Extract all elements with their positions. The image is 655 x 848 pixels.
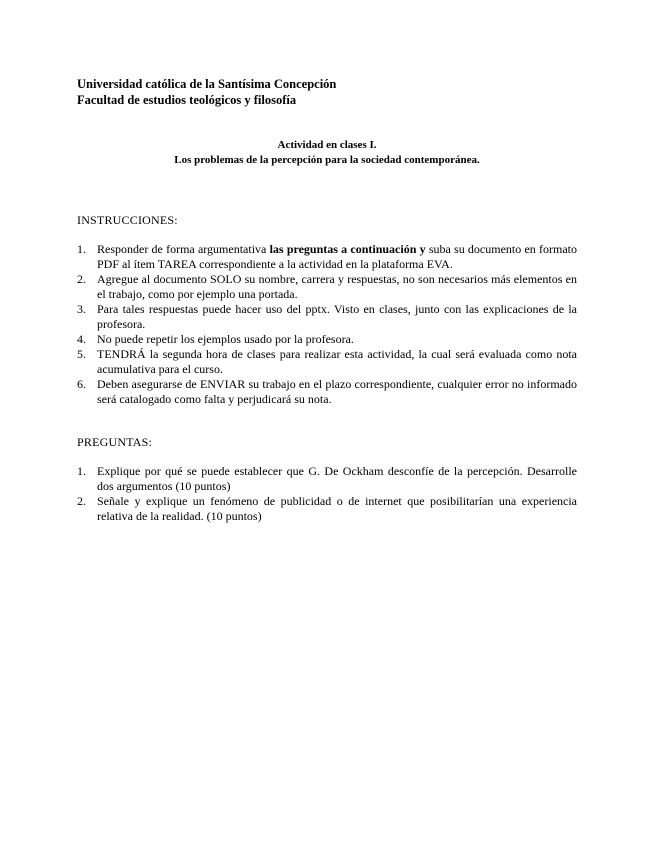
instruction-item-2 [77, 272, 577, 302]
university-name: Universidad católica de la Santísima Concepción [77, 77, 337, 91]
instruction-item-6 [77, 377, 577, 407]
instruction-number: 2. [77, 272, 86, 286]
instruction-text: TENDRÁ la segunda hora de clases para realizar esta actividad, la cual será evaluada como nota acumulativa para el curso. [97, 347, 577, 376]
question-text: Explique por qué se puede establecer que G. De Ockham desconfíe de la percepción. Desarrolle dos argumentos (10 puntos) [97, 464, 577, 493]
instruction-item-3 [77, 302, 577, 332]
question-text: Señale y explique un fenómeno de publicidad o de internet que posibilitarían una experiencia relativa de la realidad. (10 puntos) [97, 494, 577, 523]
instructions-heading: INSTRUCCIONES: [77, 213, 178, 227]
instruction-number: 6. [77, 377, 86, 391]
instruction-bold-text: las preguntas a continuación y [269, 242, 426, 256]
activity-subtitle: Los problemas de la percepción para la sociedad contemporánea. [174, 154, 480, 166]
question-item-2 [77, 494, 577, 524]
question-number: 1. [77, 464, 86, 478]
questions-heading: PREGUNTAS: [77, 435, 153, 449]
faculty-name: Facultad de estudios teológicos y filosofía [77, 93, 297, 107]
instructions-list [77, 242, 577, 407]
question-number: 2. [77, 494, 86, 508]
instruction-text: Agregue al documento SOLO su nombre, carrera y respuestas, no son necesarios más elementos en el trabajo, como por ejemplo una portada. [97, 272, 577, 301]
instruction-text: Deben asegurarse de ENVIAR su trabajo en el plazo correspondiente, cualquier error no informado será catalogado como falta y perjudicará su nota. [97, 377, 577, 406]
activity-title: Actividad en clases I. [277, 139, 377, 151]
instruction-text: No puede repetir los ejemplos usado por la profesora. [97, 332, 354, 346]
document-page [77, 76, 577, 524]
instruction-item-1 [77, 242, 577, 272]
instruction-number: 3. [77, 302, 86, 316]
instruction-text: Responder de forma argumentativa [97, 242, 270, 256]
instruction-item-5 [77, 347, 577, 377]
instruction-item-4 [77, 332, 577, 347]
question-item-1 [77, 464, 577, 494]
instruction-text: Para tales respuestas puede hacer uso del pptx. Visto en clases, junto con las explicaciones de la profesora. [97, 302, 577, 331]
instruction-text: suba su documento en formato PDF al ítem TAREA correspondiente a la actividad en la plataforma EVA. [97, 242, 577, 271]
questions-list [77, 464, 577, 524]
activity-title-block [77, 138, 577, 168]
instruction-number: 5. [77, 347, 86, 361]
instruction-number: 4. [77, 332, 86, 346]
instruction-number: 1. [77, 242, 86, 256]
